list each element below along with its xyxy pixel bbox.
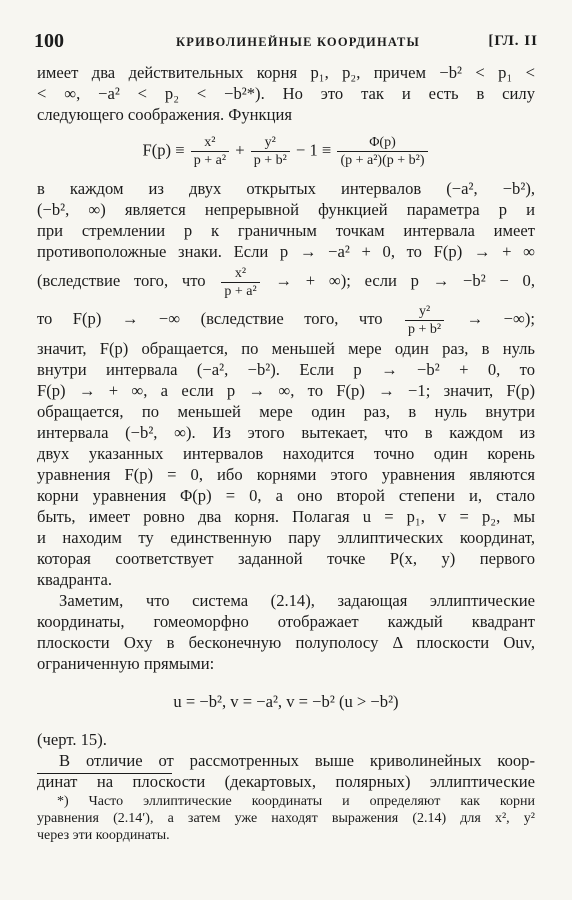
page-body	[37, 62, 535, 792]
formula-boundary-lines: u = −b², v = −a², v = −b² (u > −b²)	[173, 692, 399, 711]
text-line: следующего соображения. Функция	[37, 105, 293, 124]
text-line: двух указанных интервалов находится точно один корень	[37, 444, 535, 463]
numerator: Φ(p)	[369, 135, 396, 150]
footnote-line: *) Часто эллиптические координаты и определяют как корни	[57, 794, 535, 809]
text-line: ограниченную прямыми:	[37, 654, 215, 673]
text-line: F(p) → + ∞, а если p → ∞, то F(p) → −1; значит, F(p)	[37, 381, 535, 400]
denominator: (p + a²)(p + b²)	[337, 151, 427, 169]
running-title: КРИВОЛИНЕЙНЫЕ КООРДИНАТЫ	[176, 35, 421, 49]
fraction	[405, 303, 444, 338]
text-segment: (вследствие того, что	[37, 271, 206, 290]
text-line: быть, имеет ровно два корня. Полагая u = p₁, v = p₂, мы	[37, 507, 535, 526]
text-line-with-fraction	[37, 262, 535, 300]
text-segment: → + ∞); если p → −b² − 0,	[275, 271, 535, 290]
text-line: интервала (−b², ∞). Из этого вытекает, что в каждом из	[37, 423, 535, 442]
text-line: которая соответствует заданной точке P(x, y) первого	[37, 549, 535, 568]
fraction	[221, 265, 259, 300]
text-line: В отличие от рассмотренных выше криволинейных коор-	[59, 751, 535, 770]
text-line: и находим ту единственную пару эллиптических координат,	[37, 528, 535, 547]
minus-one: − 1 ≡	[295, 140, 332, 160]
text-line: (черт. 15).	[37, 730, 107, 749]
footnote-line: через эти координаты.	[37, 828, 170, 843]
text-line: плоскости Oxy в бесконечную полуполосу Δ плоскости Ouv,	[37, 633, 535, 652]
numerator: x²	[204, 135, 216, 150]
denominator: p + a²	[191, 151, 229, 169]
text-line: в каждом из двух открытых интервалов (−a², −b²),	[37, 179, 535, 198]
footnote	[37, 793, 535, 844]
text-line: имеет два действительных корня p₁, p₂, причем −b² < p₁ <	[37, 63, 535, 82]
text-line: квадранта.	[37, 570, 112, 589]
text-segment: то F(p) → −∞ (вследствие того, что	[37, 309, 383, 328]
text-line: корни уравнения Φ(p) = 0, а оно второй степени и, стало	[37, 486, 535, 505]
plus-sign: +	[235, 140, 245, 160]
text-segment: → −∞);	[466, 309, 535, 328]
footnote-line: уравнения (2.14′), а затем уже находят выражения (2.14) для x², y²	[37, 811, 535, 826]
text-line: при стремлении p к граничным точкам интервала имеет	[37, 221, 535, 240]
text-line: противоположные знаки. Если p → −a² + 0, то F(p) → + ∞	[37, 242, 535, 261]
text-line: динат на плоскости (декартовых, полярных) эллиптические	[37, 772, 535, 791]
text-line: обращается, по меньшей мере один раз, в нуль внутри	[37, 402, 535, 421]
denominator: p + b²	[405, 320, 444, 338]
page-number: 100	[34, 30, 64, 52]
numerator: x²	[234, 265, 247, 281]
text-line: координаты, гомеоморфно отображает каждый квадрант	[37, 612, 535, 631]
fraction	[337, 134, 427, 169]
text-line: (−b², ∞) является непрерывной функцией параметра p и	[37, 200, 535, 219]
text-line: < ∞, −a² < p₂ < −b²*). Но это так и есть в силу	[37, 84, 535, 103]
text-line: внутри интервала (−a², −b²). Если p → −b² + 0, то	[37, 360, 535, 379]
footnote-divider	[37, 773, 172, 774]
formula-function-f	[37, 134, 535, 169]
text-line: уравнения F(p) = 0, ибо корнями этого уравнения являются	[37, 465, 535, 484]
page-header	[34, 30, 538, 54]
numerator: y²	[418, 303, 431, 319]
denominator: p + b²	[251, 151, 290, 169]
fraction	[251, 134, 290, 169]
text-line: Заметим, что система (2.14), задающая эллиптические	[59, 591, 535, 610]
text-line: значит, F(p) обращается, по меньшей мере один раз, в нуль	[37, 339, 535, 358]
numerator: y²	[264, 135, 276, 150]
text-line-with-fraction	[37, 300, 535, 338]
fraction	[191, 134, 229, 169]
chapter-label: [ГЛ. II	[488, 33, 538, 49]
formula-lhs: F(p) ≡	[142, 140, 185, 160]
denominator: p + a²	[221, 282, 259, 300]
